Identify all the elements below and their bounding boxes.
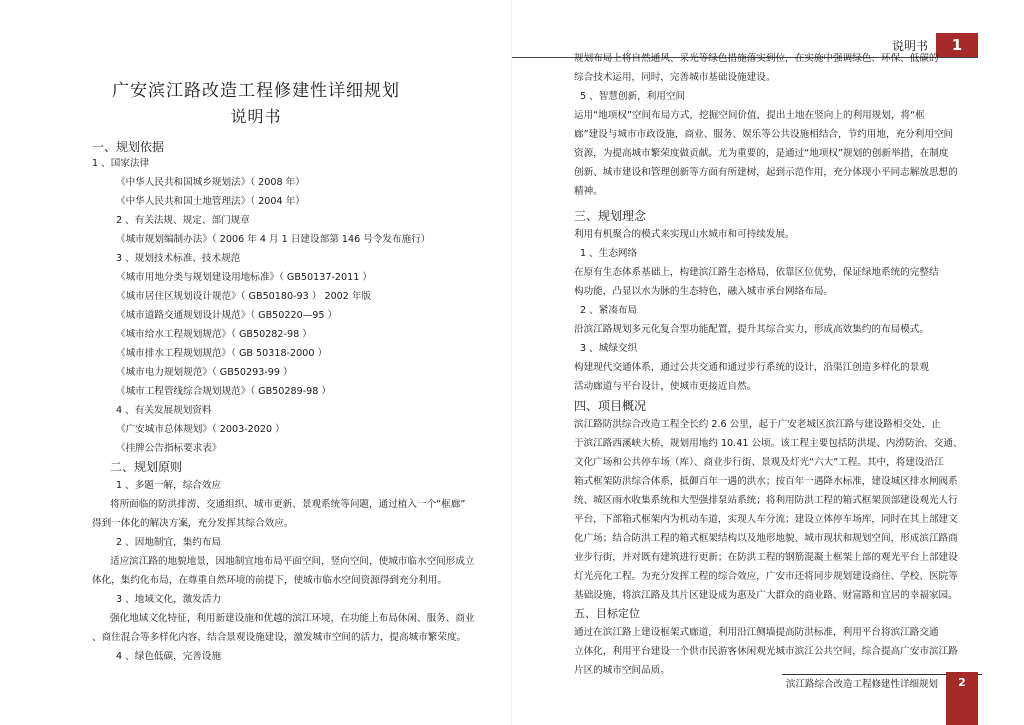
s1-line: 1 、国家法律 — [92, 158, 150, 169]
s3-line: 在原有生态体系基础上，构建滨江路生态格局，依靠区位优势，保证绿地系统的完整结 — [574, 267, 939, 278]
s4-line: 于滨江路西溪峡大桥，规划用地约 10.41 公顷。该工程主要包括防洪堤、内涝防治、交通、 — [574, 438, 963, 449]
s3-line: 构建现代交通体系，通过公共交通和通过步行系统的设计，沿渠江创造多样化的景观 — [574, 362, 929, 373]
s1-line: 《城市给水工程规划规范》（ GB50282-98 ） — [116, 329, 312, 340]
section-4-heading: 四、项目概况 — [574, 399, 647, 413]
s4-line: 文化广场和公共停车场（库）、商业步行街、景观及灯光“六大”工程。其中，将建设沿江 — [574, 457, 944, 468]
s2-line: 4 、绿色低碳，完善设施 — [116, 651, 222, 662]
s1-line: 《挂牌公告指标要求表》 — [116, 443, 222, 454]
s5-line: 通过在滨江路上建设框架式廊道，利用沿江侧墙提高防洪标准，利用平台将滨江路交通 — [574, 627, 939, 638]
intro-line: 运用“地项权”空间布局方式，挖掘空间价值，提出土地在竖向上的利用规划，将“框 — [574, 110, 925, 121]
s2-line: 强化地域文化特征，利用新建设施和优越的滨江环境，在功能上布局休闲、服务、商业 — [110, 613, 475, 624]
s1-line: 4 、有关发展规划资料 — [116, 405, 212, 416]
footer-page-number: 2 — [946, 672, 978, 725]
s4-line: 统、城区雨水收集系统和大型强排泵站系统；将利用防洪工程的箱式框架顶部建设观光人行 — [574, 495, 958, 506]
s2-line: 2 、因地制宜，集约布局 — [116, 537, 222, 548]
section-3-heading: 三、规划理念 — [574, 209, 647, 223]
s1-line: 《城市工程管线综合规划规范》（ GB50289-98 ） — [116, 386, 332, 397]
s4-line: 平台，下部箱式框架内为机动车道，实现人车分流；建设立体停车场库，同时在其上部建文 — [574, 514, 958, 525]
s1-line: 3 、规划技术标准、技术规范 — [116, 253, 241, 264]
s1-line: 《城市居住区规划设计规范》（ GB50180-93 ） 2002 年版 — [116, 291, 372, 302]
s5-line: 立体化，利用平台建设一个供市民游客休闲观光城市滨江公共空间，综合提高广安市滨江路 — [574, 646, 958, 657]
s1-line: 《城市用地分类与规划建设用地标准》（ GB50137-2011 ） — [116, 272, 372, 283]
header-label: 说明书 — [891, 38, 928, 53]
s2-line: 得到一体化的解决方案，充分发挥其综合效应。 — [92, 518, 294, 529]
s2-line: 1 、多题一解，综合效应 — [116, 480, 222, 491]
document-subtitle: 说明书 — [230, 107, 282, 126]
s3-line: 沿滨江路规划多元化复合型功能配置，提升其综合实力，形成高效集约的布局模式。 — [574, 324, 929, 335]
s3-line: 2 、紧凑布局 — [580, 305, 638, 316]
s5-line: 片区的城市空间品质。 — [574, 665, 670, 676]
s2-line: 将所面临的防洪排涝、交通组织、城市更新、景观系统等问题，通过植入一个“框廊” — [110, 499, 466, 510]
s2-line: 、商住混合等多样化内容，结合景观设施建设，激发城市空间的活力，提高城市繁荣度。 — [92, 632, 467, 643]
s3-line: 构功能，凸显以水为脉的生态特色，融入城市承台网络布局。 — [574, 286, 834, 297]
s4-line: 业步行街，并对既有建筑进行更新；在防洪工程的钢筋混凝土框架上部的观光平台上部建设 — [574, 552, 958, 563]
s1-line: 《城市道路交通规划设计规范》（ GB50220—95 ） — [116, 310, 338, 321]
footer-title: 滨江路综合改造工程修建性详细规划 — [786, 679, 939, 690]
s3-line: 1 、生态网络 — [580, 248, 638, 259]
s3-line: 3 、城绿交织 — [580, 343, 638, 354]
s4-line: 灯光亮化工程。为充分发挥工程的综合效应，广安市还将同步规划建设商住、学校、医院等 — [574, 571, 958, 582]
s1-line: 《城市电力规划规范》（ GB50293-99 ） — [116, 367, 293, 378]
document-title: 广安滨江路改造工程修建性详细规划 — [112, 81, 400, 101]
intro-line: 创新、城市建设和管理创新等方面有所建树，起到示范作用，充分体现小平同志解放思想的 — [574, 167, 958, 178]
intro-line: 精神。 — [574, 186, 603, 197]
s1-line: 《中华人民共和国土地管理法》（ 2004 年） — [116, 196, 305, 207]
s1-line: 《城市规划编制办法》（ 2006 年 4 月 1 日建设部第 146 号令发布施行） — [116, 234, 431, 245]
s1-line: 《中华人民共和国城乡规划法》（ 2008 年） — [116, 177, 305, 188]
s2-line: 适应滨江路的地貌地景，因地制宜地布局平面空间，竖向空间，使城市临水空间形成立 — [110, 556, 475, 567]
section-1-heading: 一、规划依据 — [92, 140, 165, 154]
intro-line: 5 、智慧创新，利用空间 — [580, 91, 686, 102]
s4-line: 滨江路防洪综合改造工程全长约 2.6 公里，起于广安老城区滨江路与建设路相交处，止 — [574, 419, 941, 430]
intro-line: 廊”建设与城市市政设施，商业、服务、娱乐等公共设施相结合，节约用地，充分利用空间 — [574, 129, 954, 140]
s4-line: 箱式框架防洪综合体系，抵御百年一遇的洪水；按百年一遇降水标准，建设城区排水闸阀系 — [574, 476, 958, 487]
s3-line: 活动廊道与平台设计，使城市更接近自然。 — [574, 381, 757, 392]
s1-line: 《广安城市总体规划》（ 2003-2020 ） — [116, 424, 285, 435]
intro-line: 综合技术运用，同时，完善城市基础设施建设。 — [574, 72, 776, 83]
s1-line: 2 、有关法规、规定、部门规章 — [116, 215, 250, 226]
s3-line: 利用有机聚合的模式来实现山水城市和可持续发展。 — [574, 229, 795, 240]
s2-line: 体化，集约化布局，在尊重自然环境的前提下，使城市临水空间资源得到充分利用。 — [92, 575, 447, 586]
section-2-heading: 二、规划原则 — [110, 460, 183, 474]
header-page-number: 1 — [936, 33, 978, 57]
intro-line: 资源，为提高城市繁荣度做贡献。尤为重要的，是通过“地项权”规划的创新举措，在制度 — [574, 148, 949, 159]
s4-line: 基础设施，将滨江路及其片区建设成为惠及广大群众的商业路、财富路和宜居的幸福家园。 — [574, 590, 958, 601]
intro-line: 规划布局上将自然通风、采光等绿色措施落实到位，在实施中强调绿色、环保、低碳的 — [574, 53, 939, 64]
s4-line: 化广场；结合防洪工程的箱式框架结构以及地形地貌、城市现状和规划空间，形成滨江路商 — [574, 533, 958, 544]
section-5-heading: 五、目标定位 — [574, 607, 640, 620]
right-page — [512, 0, 1024, 725]
s2-line: 3 、地域文化，激发活力 — [116, 594, 222, 605]
s1-line: 《城市排水工程规划规范》（ GB 50318-2000 ） — [116, 348, 328, 359]
